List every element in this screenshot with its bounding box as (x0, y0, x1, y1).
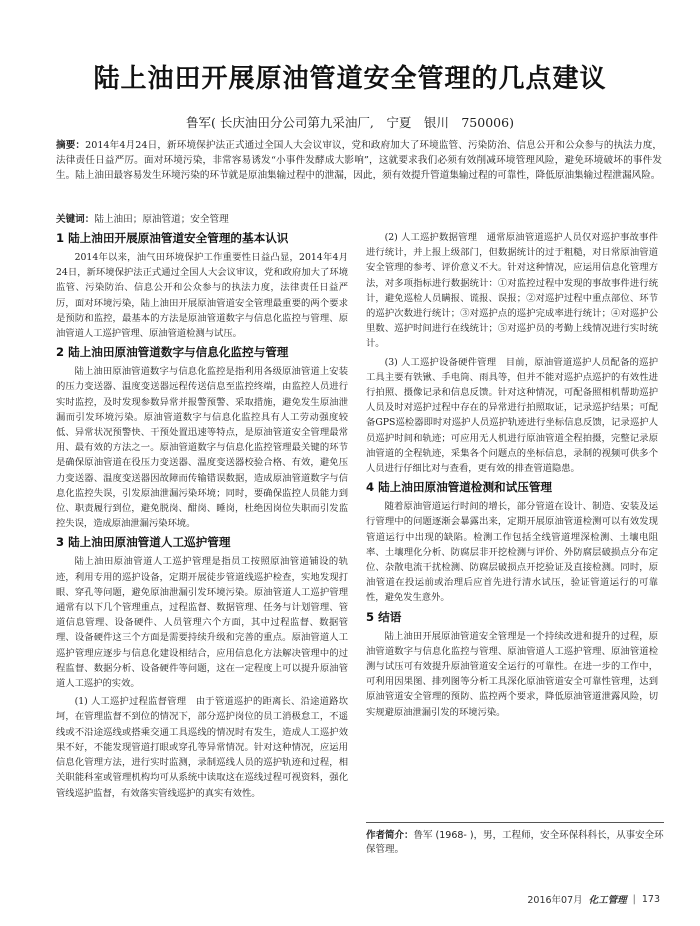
section-3-heading: 3 陆上油田原油管道人工巡护管理 (56, 535, 231, 550)
footer-page-number: 173 (641, 893, 660, 905)
abstract-label: 摘要： (56, 140, 86, 151)
section-3-paragraph-1: 陆上油田原油管道人工巡护管理是指员工按照原油管道铺设的轨迹，利用专用的巡护设备，定期开展徒步管道线巡护检查，实地发现打眼、穿孔等问题，避免原油泄漏引发环境污染。原油管道人工巡护管理通常有以下几个管理重点，过程监督、数据管理、任务与计划管理、管道信息管理、设备硬件、人员管理六个方面，其中过程监督、数据管理、设备硬件这三个方面是需要持续升级和完善的重点。原油管道人工巡护管理应逐步与信息化建设相结合，应用信息化方法解决管理中的过程监督、数据分析、设备硬件等问题，这在一定程度上可以提升原油管道人工巡护的实效。 (56, 556, 348, 690)
keywords-label: 关键词： (56, 214, 95, 225)
section-3-paragraph-2: (1) 人工巡护过程监督管理 由于管道巡护的距离长、沿途道路坎坷，在管理监督不到位的情况下，部分巡护岗位的员工消极怠工，不遥线或不沿途巡线或搭乘交通工具巡线的情况时有发生，造成人工巡护效果不好，不能发现管道打眼或穿孔等异常情况。针对这种情况，应运用信息化管理方法，进行实时监测，录制巡线人员的巡护轨迹和过程，相关职能科室或管理机构均可从系统中读取这在巡线过程可视资料，强化管线巡护监督，有效落实管线巡护的真实有效性。 (56, 696, 348, 799)
section-2-heading: 2 陆上油田原油管道数字与信息化监控与管理 (56, 345, 289, 360)
section-3-paragraph-3: (2) 人工巡护数据管理 通常原油管道巡护人员仅对巡护事故事件进行统计，并上报上级部门，但数据统计的过于粗糙，对日常原油管道安全管理的参考、评价意义不大。针对这种情况，应运用信息化管理方法，对多项指标进行数据统计：①对监控过程中发现的事故事件进行统计，避免巡检人员瞒报、谎报、误报；②对巡护过程中重点部位、环节的巡护次数进行统计；③对巡护点的巡护完成率进行统计；④对巡护公里数、巡护时间进行在线统计；⑤对巡护员的考勤上线情况进行实时统计。 (366, 232, 658, 350)
paper-title: 陆上油田开展原油管道安全管理的几点建议 (93, 64, 607, 94)
author-line: 鲁军( 长庆油田分公司第九采油厂, 宁夏 银川 750006) (186, 115, 514, 130)
keywords (56, 213, 662, 227)
section-1-heading: 1 陆上油田开展原油管道安全管理的基本认识 (56, 231, 289, 245)
abstract (56, 138, 662, 183)
abstract-text: 2014年4月24日，新环境保护法正式通过全国人大会议审议，党和政府加大了环境监管、污染防治、信息公开和公众参与的执法力度，法律责任日益严厉。面对环境污染，非常容易诱发“小事件发酵成大影响”，这就要求我们必须有效削减环境管理风险，避免环境破坏的事件发生。陆上油田最容易发生环境污染的环节就是原油集输过程中的泄漏，因此，须有效提升管道集输过程的可靠性，降低原油集输过程泄漏风险。 (56, 140, 662, 181)
left-column (56, 230, 348, 804)
section-4-heading: 4 陆上油田原油管道检测和试压管理 (366, 480, 553, 495)
section-2-paragraph: 陆上油田原油管道数字与信息化监控是指利用各级原油管道上安装的压力变送器、温度变送器远程传送信息至监控终端，由监控人员进行实时监控，及时发现参数异常并报警预警、采取措施，避免发生原油泄漏而引发环境污染。原油管道数字与信息化监控具有人工劳动强度较低、异常状况预警快、干预处置迅速等特点，是原油管道安全管理最常用、最有效的方法之一。原油管道数字与信息化监控管理最关键的环节是确保原油管道在役压力变送器、温度变送器校验合格、有效，避免压力变送器、温度变送器因故障而传输错误数据，造成原油管道数字与信息化监控失误，引发原油泄漏污染环境；同时，要确保监控人员能力到位、职责履行到位，避免脱岗、酣岗、睡岗，杜绝因岗位失职而引发监控失误，造成原油泄漏污染环境。 (56, 366, 348, 530)
section-3-paragraph-4: (3) 人工巡护设备硬件管理 目前，原油管道巡护人员配备的巡护工具主要有铁锹、手电筒、雨具等，但并不能对巡护点巡护的有效性进行拍照、摄像记录和信息反馈。针对这种情况，可配备照相机帮助巡护人员及时对巡护过程中存在的异常进行拍照取证，记录巡护结果；可配备GPS巡检器即时对巡护人员巡护轨迹进行坐标信息反馈，记录巡护人员巡护时间和轨迹；可应用无人机进行原油管道全程拍摄，完整记录原油管道的全程轨迹，采集各个问题点的坐标信息，录制的视频可供多个人员进行仔细比对与查看，更有效的排查管道隐患。 (366, 356, 658, 475)
author-note-label: 作者简介： (366, 830, 414, 841)
page-footer (527, 892, 660, 906)
section-1-paragraph: 2014年以来，油气田环境保护工作重要性日益凸显，2014年4月24日，新环境保护法正式通过全国人大会议审议，党和政府加大了环境监管、污染防治、信息公开和公众参与的执法力度，法律责任日益严厉，面对环境污染，陆上油田开展原油管道安全管理最重要的两个要求是预防和监控，最基本的方法是原油管道数字与信息化监控与管理、原油管道人工巡护管理、原油管道检测与试压。 (56, 252, 348, 340)
right-column (366, 230, 658, 723)
section-5-heading: 5 结语 (366, 609, 402, 624)
footer-separator: | (632, 893, 636, 905)
footer-date: 2016年07月 (527, 895, 583, 906)
author-note-text: 鲁军 (1968- )，男，工程师，安全环保科科长，从事安全环保管理。 (366, 830, 664, 855)
section-4-paragraph: 随着原油管道运行时间的增长，部分管道在设计、制造、安装及运行管理中的问题逐渐会暴露出来，定期开展原油管道检测可以有效发现管道运行中出现的缺陷。检测工作包括全线管道埋深检测、土壤电阻率、土壤理化分析、防腐层非开挖检测与评价、外防腐层破损点分布定位、杂散电流干扰检测、防腐层破损点开挖验证及直接检测。同时，原油管道在投运前或治理后应首先进行清水试压，验证管道运行的可靠性，避免发生意外。 (366, 501, 658, 604)
footer-journal: 化工管理 (588, 895, 627, 906)
section-5-paragraph: 陆上油田开展原油管道安全管理是一个持续改进和提升的过程，原油管道数字与信息化监控与管理、原油管道人工巡护管理、原油管道检测与试压可有效提升原油管道安全运行的可靠性。在进一步的工作中，可利用因果图、排列图等分析工具深化原油管道安全可靠性管理，达到原油管道安全管理的预防、监控两个要求，降低原油管道泄露风险，切实规避原油泄漏引发的环境污染。 (366, 630, 658, 718)
author-note (366, 822, 664, 857)
keywords-text: 陆上油田；原油管道；安全管理 (94, 214, 229, 225)
